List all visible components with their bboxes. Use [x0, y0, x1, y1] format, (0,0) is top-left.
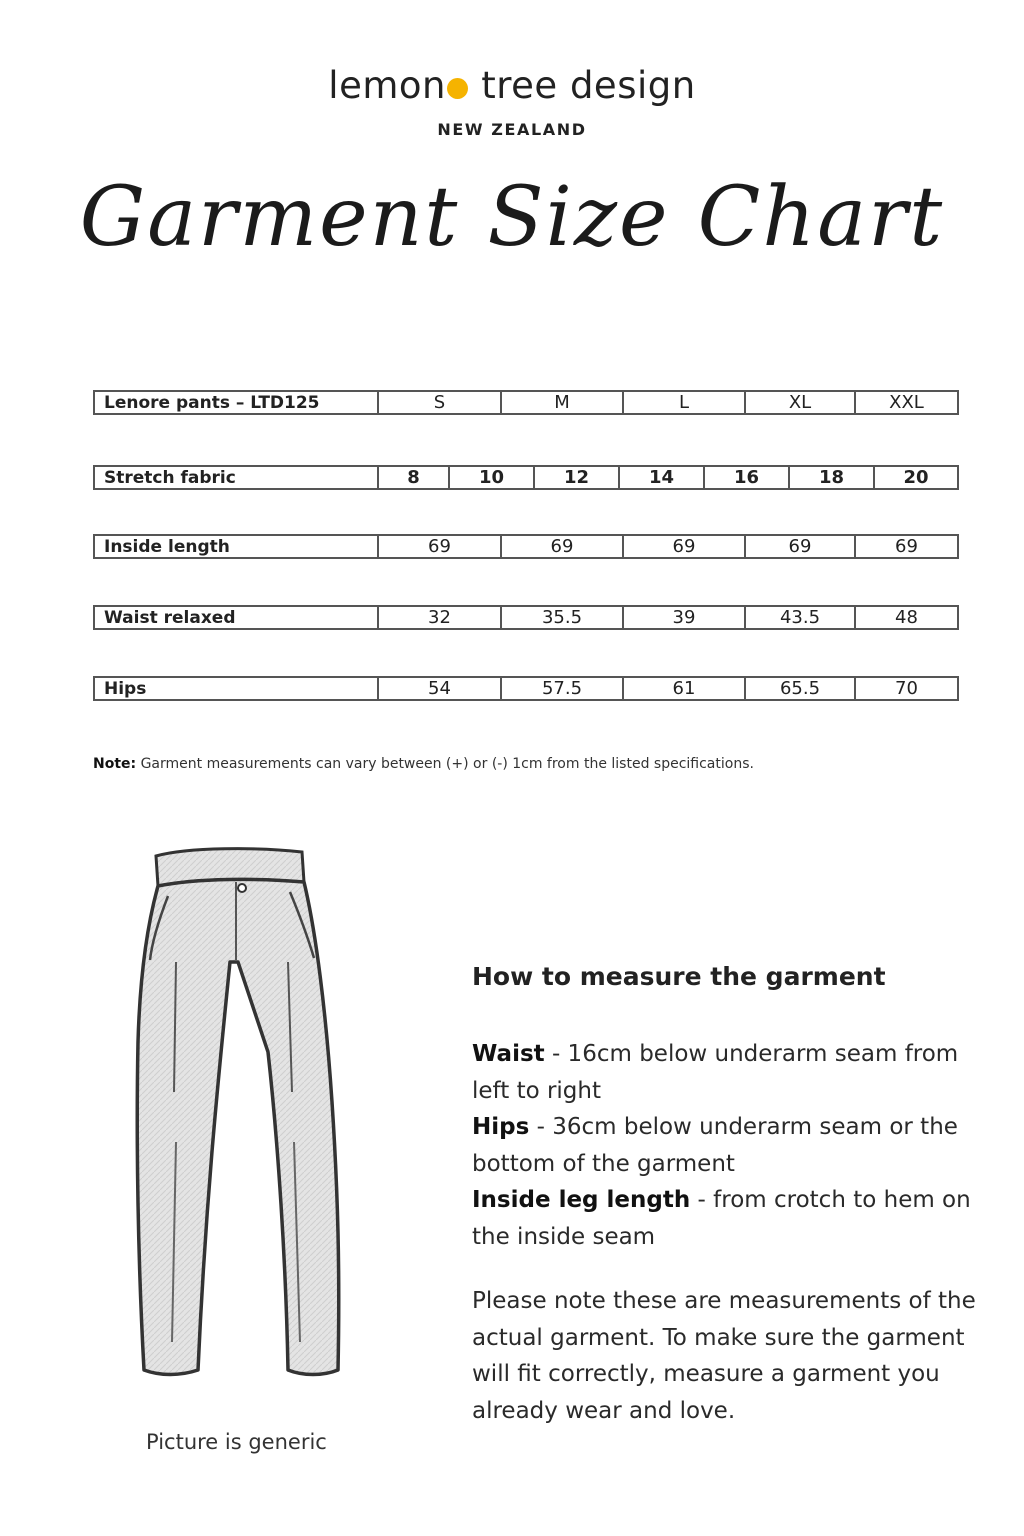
howto-heading: How to measure the garment: [472, 962, 886, 991]
waist-cell: 39: [624, 607, 746, 628]
size-cell: M: [502, 392, 624, 413]
note-label: Note:: [93, 756, 137, 772]
inside-length-cell: 69: [895, 536, 918, 557]
hips-term: Hips: [472, 1114, 530, 1140]
stretch-cell: 8: [379, 467, 450, 488]
size-cell: S: [379, 392, 502, 413]
inside-length-label: Inside length: [95, 536, 379, 557]
hips-cell: 70: [895, 678, 918, 699]
hips-label: Hips: [95, 678, 379, 699]
inside-length-cell: 69: [502, 536, 624, 557]
hips-cell: 54: [379, 678, 502, 699]
brand-logo: [0, 64, 1024, 107]
waist-instruction: [472, 1036, 982, 1109]
size-cell: L: [624, 392, 746, 413]
inside-term: Inside leg length: [472, 1187, 691, 1213]
waist-term: Waist: [472, 1041, 545, 1067]
brand-country: NEW ZEALAND: [437, 120, 587, 139]
brand-name-rest: tree design: [468, 64, 696, 107]
hips-cell: 61: [624, 678, 746, 699]
waist-cell: 43.5: [746, 607, 856, 628]
stretch-cell: 14: [620, 467, 705, 488]
inside-text: - from crotch to hem on the inside seam: [472, 1187, 971, 1250]
waist-text: - 16cm below underarm seam from left to right: [472, 1041, 959, 1104]
hips-text: - 36cm below underarm seam or the bottom of the garment: [472, 1114, 958, 1177]
stretch-fabric-row: [93, 465, 959, 490]
waist-row: [93, 605, 959, 630]
waist-cell: 48: [895, 607, 918, 628]
inside-length-cell: 69: [746, 536, 856, 557]
hips-cell: 57.5: [502, 678, 624, 699]
inside-length-cell: 69: [379, 536, 502, 557]
hips-cell: 65.5: [746, 678, 856, 699]
inside-length-cell: 69: [624, 536, 746, 557]
closing-paragraph: Please note these are measurements of the actual garment. To make sure the garment will fit correctly, measure a garment you already wear and love.: [472, 1288, 976, 1424]
page-title: Garment Size Chart: [79, 170, 945, 265]
stretch-cell: 16: [705, 467, 790, 488]
hips-row: [93, 676, 959, 701]
stretch-label: Stretch fabric: [95, 467, 379, 488]
waist-cell: 35.5: [502, 607, 624, 628]
brand-name-part1: lemon: [328, 64, 446, 107]
stretch-cell: 12: [535, 467, 620, 488]
size-cell: XL: [746, 392, 856, 413]
waist-label: Waist relaxed: [95, 607, 379, 628]
inside-leg-instruction: [472, 1182, 982, 1255]
measurement-note: [93, 756, 754, 772]
size-header-row: [93, 390, 959, 415]
stretch-cell: 20: [903, 467, 929, 488]
stretch-cell: 10: [450, 467, 535, 488]
inside-length-row: [93, 534, 959, 559]
illustration-caption: Picture is generic: [146, 1430, 327, 1454]
pants-illustration-icon: [118, 842, 348, 1392]
hips-instruction: [472, 1109, 982, 1182]
size-cell: XXL: [889, 392, 924, 413]
waist-cell: 32: [379, 607, 502, 628]
product-label: Lenore pants – LTD125: [95, 392, 379, 413]
stretch-cell: 18: [790, 467, 875, 488]
lemon-dot-icon: [447, 78, 468, 99]
note-text: Garment measurements can vary between (+) or (-) 1cm from the listed specifications.: [136, 756, 754, 772]
